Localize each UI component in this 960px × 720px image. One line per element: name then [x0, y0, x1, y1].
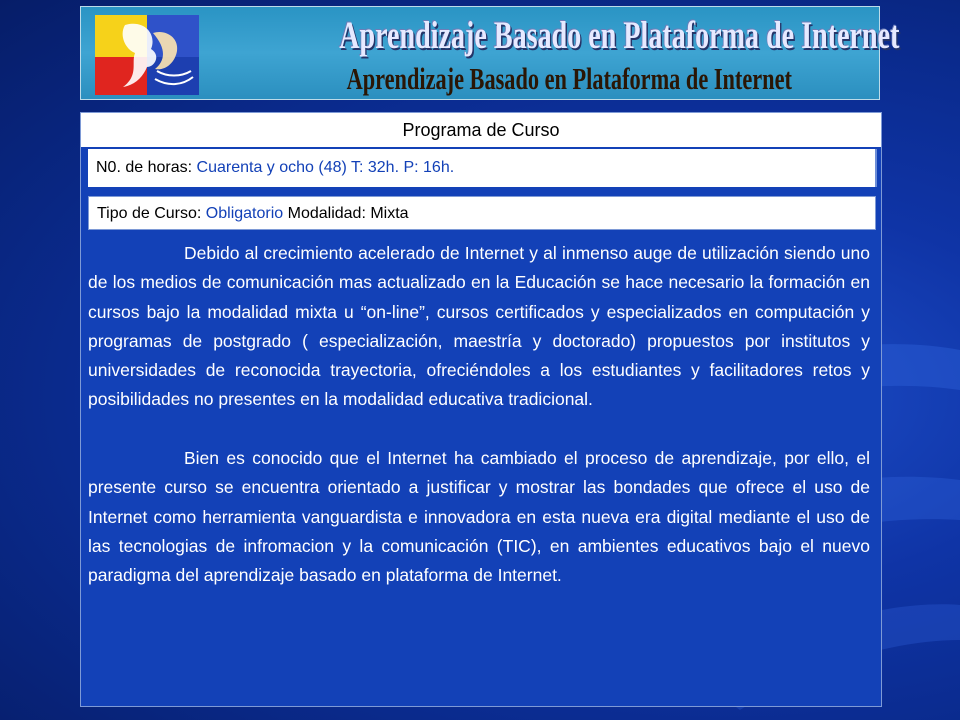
paragraph-2: Bien es conocido que el Internet ha cambiado el proceso de aprendizaje, por ello, el presente curso se encuentra orientado a justificar y mostrar las bondades que ofrece el uso de Internet como herramienta vanguardista e innovadora en esta nueva era digital mediante el uso de las tecnologias de infromacion y la comunicación (TIC), en ambientes educativos bajo el nuevo paradigma del aprendizaje basado en plataforma de Internet. [88, 448, 870, 586]
course-type-field [88, 196, 876, 230]
hours-label: N0. de horas: [96, 159, 193, 176]
course-description [88, 239, 870, 591]
hours-field [88, 149, 877, 187]
faces-logo-icon [95, 15, 199, 95]
paragraph-1: Debido al crecimiento acelerado de Internet y al inmenso auge de utilización siendo uno de los medios de comunicación mas actualizado en la Educación se hace necesario la formación en cursos bajo la modalidad mixta u “on-line”, cursos certificados y especializados en computación y programas de postgrado ( especialización, maestría y doctorado) propuestos por institutos y universidades de reconocida trayectoria, ofreciéndoles a los estudiantes y facilitadores retos y posibilidades no presentes en la modalidad educativa tradicional. [88, 243, 870, 410]
course-type-label: Tipo de Curso: [97, 205, 202, 222]
banner-title-primary: Aprendizaje Basado en Plataforma de Internet [339, 14, 900, 57]
course-header: Programa de Curso [81, 113, 881, 147]
course-type-value: Obligatorio [205, 205, 284, 222]
banner-title-secondary: Aprendizaje Basado en Plataforma de Internet [346, 61, 792, 96]
modality-text: Modalidad: Mixta [287, 205, 409, 222]
header-banner [80, 6, 900, 100]
hours-value: Cuarenta y ocho (48) T: 32h. P: 16h. [196, 159, 455, 176]
